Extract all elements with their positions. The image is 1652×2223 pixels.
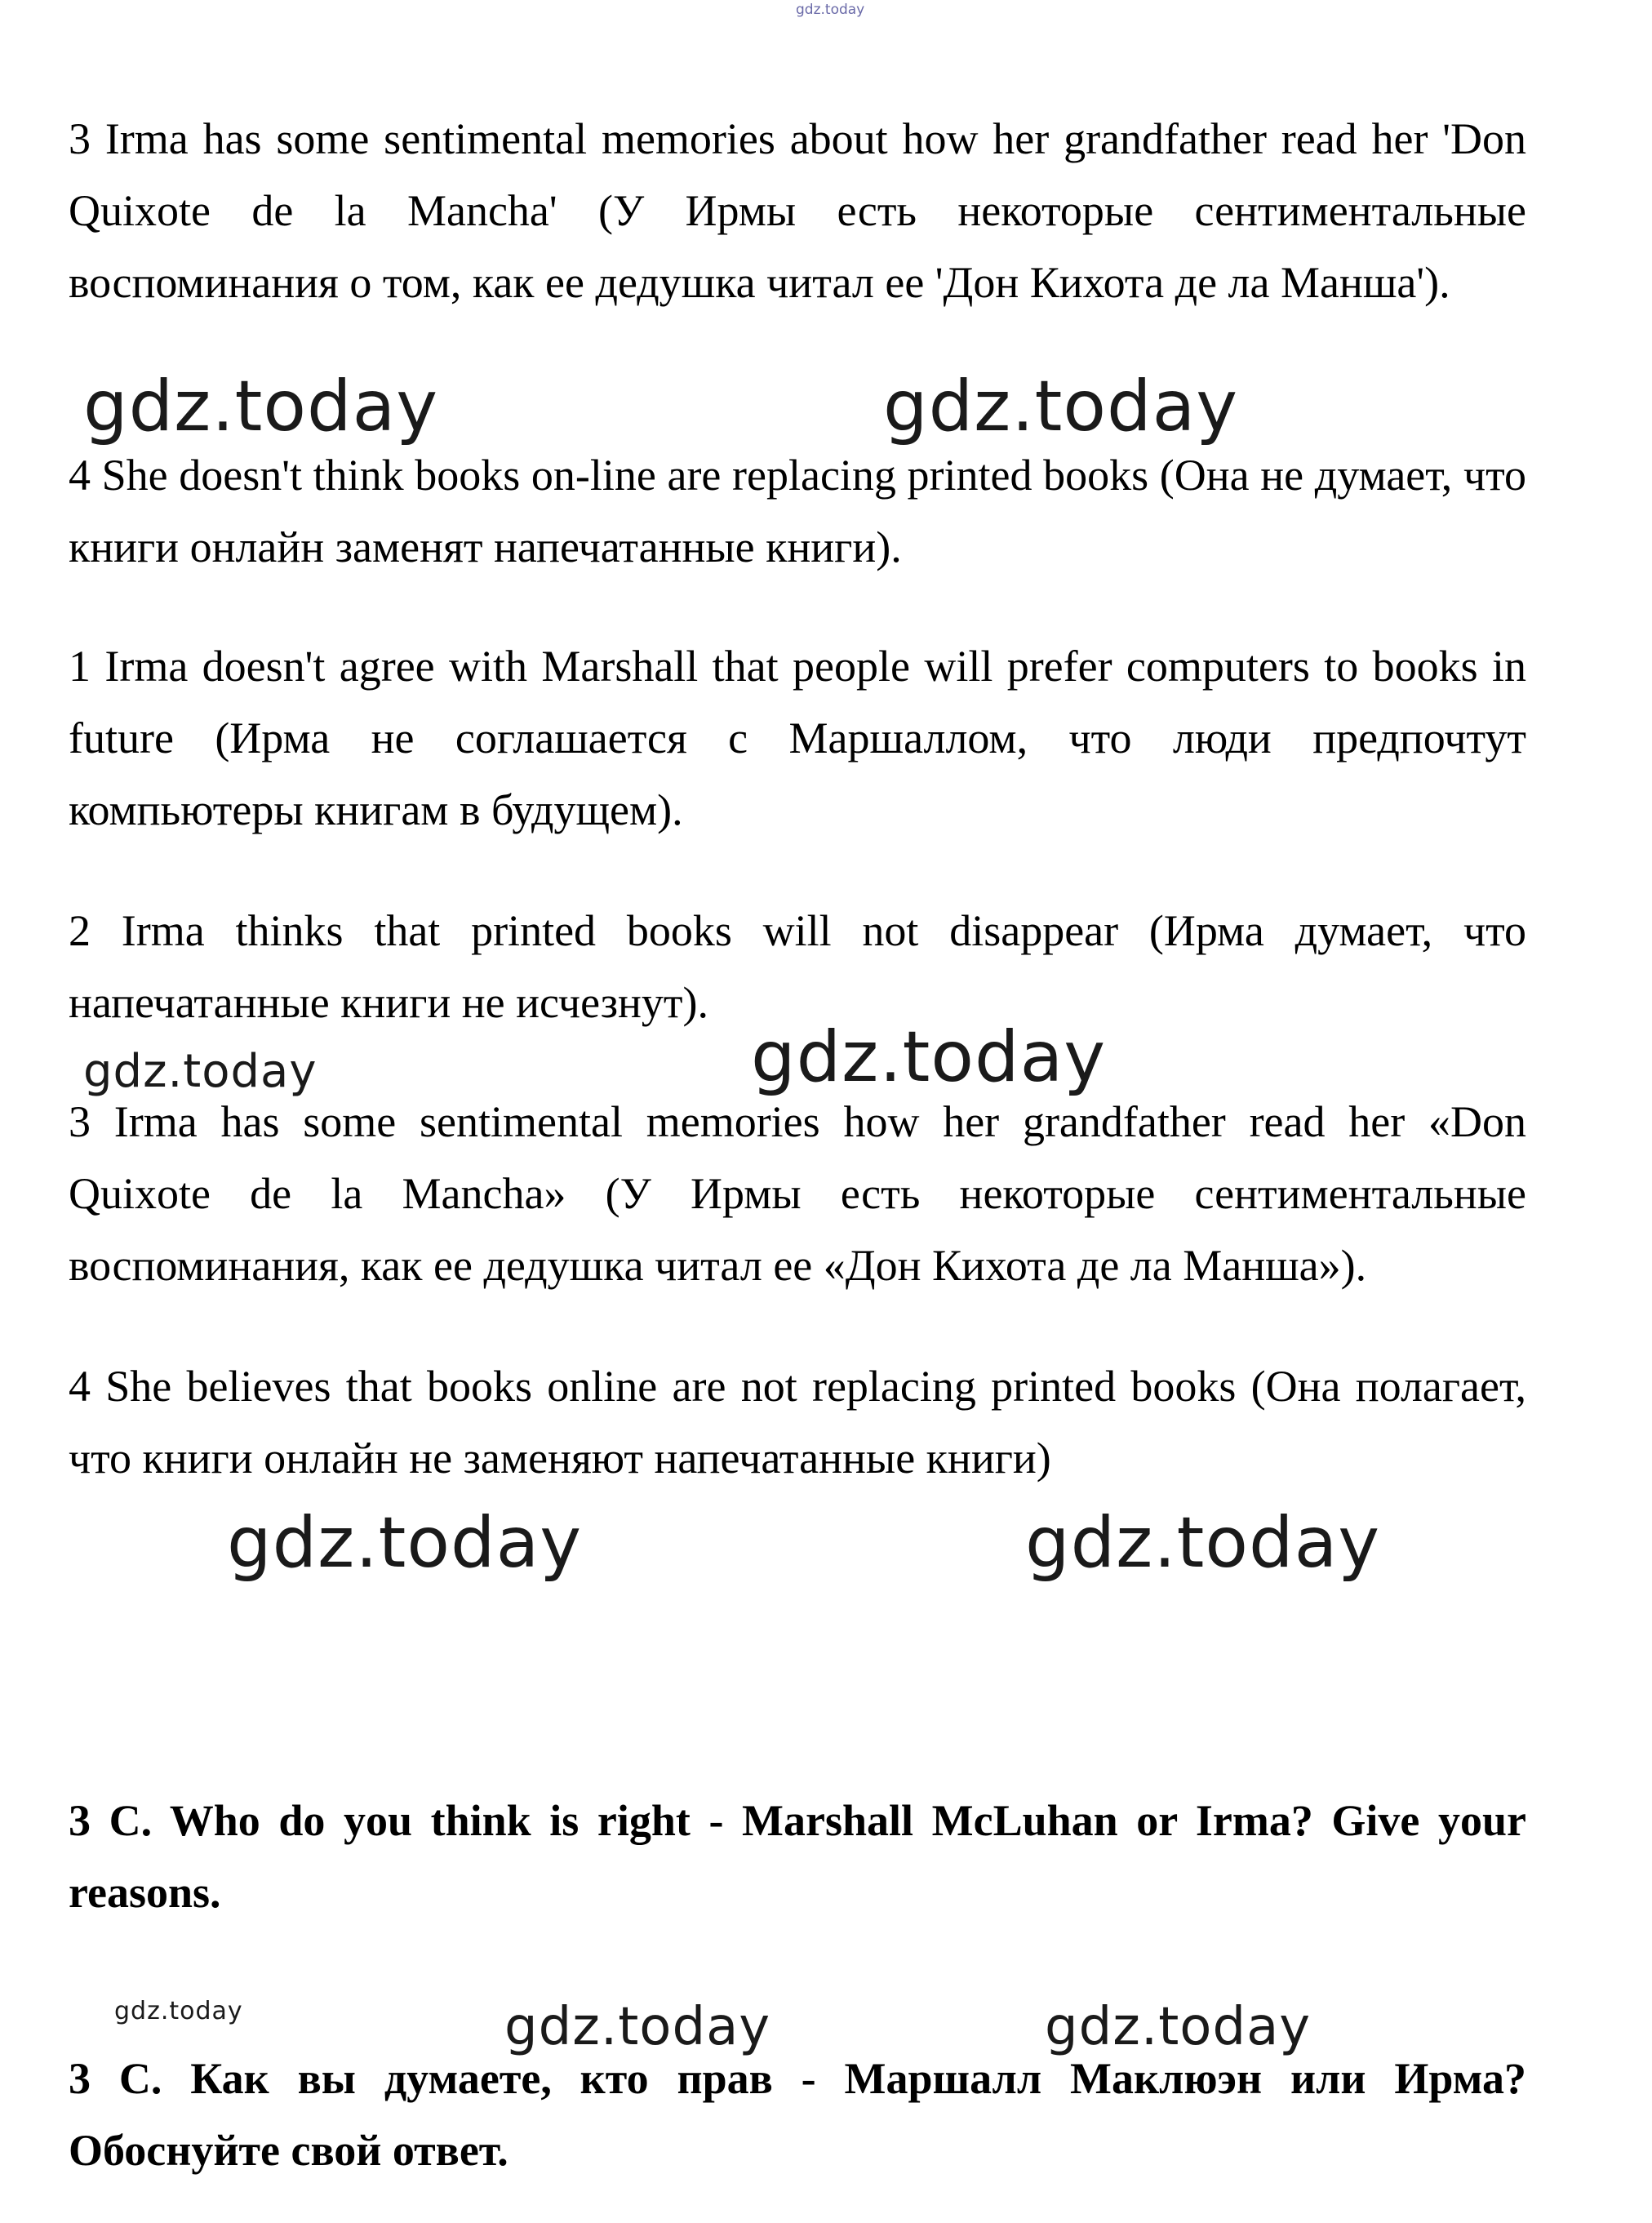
paragraph-don-quixote: 3 Irma has some sentimental memories how her grandfather read her «Don Quixote de la Mancha» (У Ирмы есть некоторые сентиментальные воспоминания, как ее дедушка читал ее «Дон Кихота де ла Манша»). <box>69 1097 1526 1290</box>
question-russian: 3 С. Как вы думаете, кто прав - Маршалл Маклюэн или Ирма? Обоснуйте свой ответ. <box>69 2054 1526 2175</box>
question-english: 3 C. Who do you think is right - Marshall McLuhan or Irma? Give your reasons. <box>69 1796 1526 1917</box>
watermark: gdz.today <box>883 366 1239 447</box>
paragraph-books-online: 4 She doesn't think books on-line are replacing printed books (Она не думает, что книги онлайн заменят напечатанные книги). <box>69 451 1526 571</box>
watermark: gdz.today <box>114 1997 243 2025</box>
watermark: gdz.today <box>504 1997 771 2057</box>
paragraph-printed-books: 2 Irma thinks that printed books will not disappear (Ирма думает, что напечатанные книги не исчезнут). <box>69 906 1526 1027</box>
watermark: gdz.today <box>751 1016 1107 1098</box>
watermark: gdz.today <box>1025 1502 1381 1584</box>
watermark: gdz.today <box>83 1045 318 1098</box>
watermark: gdz.today <box>227 1502 583 1584</box>
paragraph-irma-disagree: 1 Irma doesn't agree with Marshall that people will prefer computers to books in future (Ирма не соглашается с Маршаллом, что люди предпочтут компьютеры книгам в будущем). <box>69 642 1526 834</box>
paragraph-irma-memories: 3 Irma has some sentimental memories about how her grandfather read her 'Don Quixote de la Mancha' (У Ирмы есть некоторые сентиментальные воспоминания о том, как ее дедушка читал ее 'Дон Кихота де ла Манша'). <box>69 114 1526 307</box>
watermark: gdz.today <box>83 366 439 447</box>
paragraph-believes: 4 She believes that books online are not replacing printed books (Она полагает, что книги онлайн не заменяют напечатанные книги) <box>69 1362 1526 1483</box>
watermark: gdz.today <box>1045 1997 1312 2057</box>
watermark-top: gdz.today <box>796 2 865 18</box>
